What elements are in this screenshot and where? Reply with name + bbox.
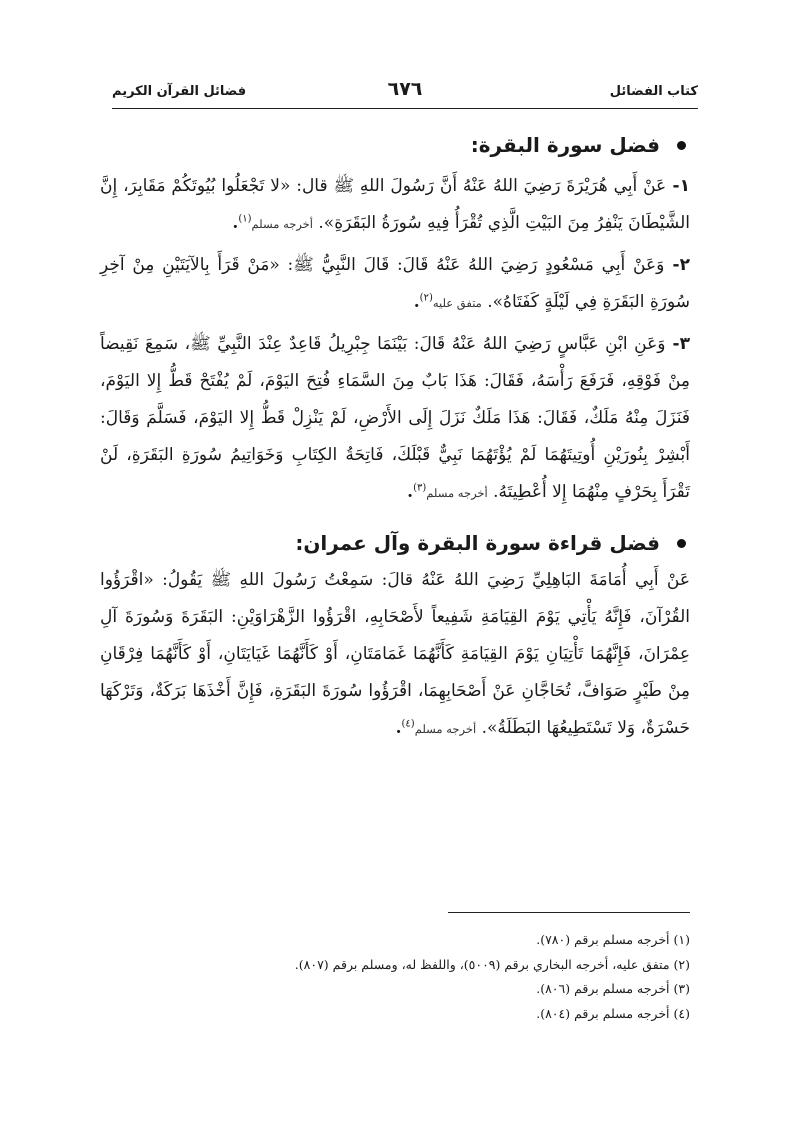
hadith-source: أخرجه مسلم	[251, 217, 313, 231]
hadith-text: عَنْ أَبِي هُرَيْرَةَ رَضِيَ اللهُ عَنْهُ أَنَّ رَسُولَ اللهِ ﷺ قال: «لا تَجْعَلُوا بُيُوتَكُمْ مَقَابِرَ، إِنَّ الشَّيْطَانَ يَنْفِرُ مِنَ البَيْتِ الَّذِي تُقْرَأُ فِيهِ سُورَةُ البَقَرَةِ».	[100, 176, 690, 233]
book-title: كتاب الفضائل	[609, 84, 698, 99]
hadith-paragraph: ١- عَنْ أَبِي هُرَيْرَةَ رَضِيَ اللهُ عَنْهُ أَنَّ رَسُولَ اللهِ ﷺ قال: «لا تَجْعَلُوا بُيُوتَكُمْ مَقَابِرَ، إِنَّ الشَّيْطَانَ يَنْفِرُ مِنَ البَيْتِ الَّذِي تُقْرَأُ فِيهِ سُورَةُ البَقَرَةِ». أخرجه مسلم$^{(١)}$.	[100, 176, 690, 233]
hadith-text: وَعَنِ ابْنِ عَبَّاسٍ رَضِيَ اللهُ عَنْهُ قَالَ: بَيْنَمَا جِبْرِيلُ قَاعِدٌ عِنْدَ النَّبِيِّ ﷺ، سَمِعَ نَقِيضاً مِنْ فَوْقِهِ، فَرَفَعَ رَأْسَهُ، فَقَالَ: هَذَا بَابٌ مِنَ السَّمَاءِ فُتِحَ اليَوْمَ، لَمْ يُفْتَحْ قَطُّ إِلا اليَوْمَ، فَنَزَلَ مِنْهُ مَلَكٌ، فَقَالَ: هَذَا مَلَكٌ نَزَلَ إِلَى الأَرْضِ، لَمْ يَنْزِلْ قَطُّ إِلا اليَوْمَ، فَسَلَّمَ وَقَالَ: أَبْشِرْ بِنُورَيْنِ أُوتِيتَهُمَا لَمْ يُؤْتَهُمَا نَبِيٌّ قَبْلَكَ، فَاتِحَةُ الكِتَابِ وَخَوَاتِيمُ سُورَةِ البَقَرَةِ، لَنْ تَقْرَأَ بِحَرْفٍ مِنْهُمَا إِلا أُعْطِيتَهُ.	[100, 334, 690, 502]
hadith-number: ١-	[666, 176, 690, 196]
hadith-source: أخرجه مسلم	[414, 722, 477, 736]
section-heading	[100, 128, 690, 162]
hadith-paragraph: عَنْ أَبِي أُمَامَةَ البَاهِلِيِّ رَضِيَ اللهُ عَنْهُ قالَ: سَمِعْتُ رَسُولَ اللهِ ﷺ يَقُولُ: «اقْرَؤُوا القُرْآنَ، فَإِنَّهُ يَأْتِي يَوْمَ القِيَامَةِ شَفِيعاً لأَصْحَابِهِ، اقْرَؤُوا الزَّهْرَاوَيْنِ: البَقَرَةَ وَسُورَةَ آلِ عِمْرَانَ، فَإِنَّهُمَا تَأْتِيَانِ يَوْمَ القِيَامَةِ كَأَنَّهُمَا غَمَامَتَانِ، أَوْ كَأَنَّهُمَا غَيَايَتَانِ، أَوْ كَأَنَّهُمَا فِرْقَانِ مِنْ طَيْرٍ صَوَافَّ، تُحَاجَّانِ عَنْ أَصْحَابِهِمَا، اقْرَؤُوا سُورَةَ البَقَرَةِ، فَإِنَّ أَخْذَهَا بَرَكَةٌ، وَتَرْكَهَا حَسْرَةٌ، وَلا تَسْتَطِيعُهَا البَطَلَةُ». أخرجه مسلم$^{(٤)}$.	[100, 570, 690, 738]
footnote-item: (٤) أخرجه مسلم برقم (٨٠٤).	[536, 1005, 690, 1021]
hadith-text: وَعَنْ أَبِي مَسْعُودٍ رَضِيَ اللهُ عَنْهُ قَالَ: قَالَ النَّبِيُّ ﷺ: «مَنْ قَرَأَ بِالآيَتَيْنِ مِنْ آخِرِ سُورَةِ البَقَرَةِ فِي لَيْلَةٍ كَفَتَاهُ».	[100, 255, 690, 312]
main-content	[100, 128, 690, 752]
footnote-item: (٣) أخرجه مسلم برقم (٨٠٦).	[536, 981, 690, 996]
footnote-ref[interactable]: (١)	[238, 213, 252, 225]
bullet-icon	[677, 141, 686, 150]
footnote-separator	[448, 912, 690, 913]
hadith-number: ٢-	[664, 255, 690, 275]
section-heading-text: فضل سورة البقرة:	[470, 133, 660, 157]
footnote-ref[interactable]: (٤)	[401, 718, 415, 730]
footnote-ref[interactable]: (٢)	[419, 292, 433, 304]
hadith-paragraph: ٢- وَعَنْ أَبِي مَسْعُودٍ رَضِيَ اللهُ عَنْهُ قَالَ: قَالَ النَّبِيُّ ﷺ: «مَنْ قَرَأَ بِالآيَتَيْنِ مِنْ آخِرِ سُورَةِ البَقَرَةِ فِي لَيْلَةٍ كَفَتَاهُ». متفق عليه$^{(٢)}$.	[100, 255, 690, 312]
section-heading	[100, 526, 690, 560]
hadith-source: أخرجه مسلم	[426, 486, 488, 500]
hadith-source: متفق عليه	[432, 296, 482, 310]
hadith-paragraph: ٣- وَعَنِ ابْنِ عَبَّاسٍ رَضِيَ اللهُ عَنْهُ قَالَ: بَيْنَمَا جِبْرِيلُ قَاعِدٌ عِنْدَ النَّبِيِّ ﷺ، سَمِعَ نَقِيضاً مِنْ فَوْقِهِ، فَرَفَعَ رَأْسَهُ، فَقَالَ: هَذَا بَابٌ مِنَ السَّمَاءِ فُتِحَ اليَوْمَ، لَمْ يُفْتَحْ قَطُّ إِلا اليَوْمَ، فَنَزَلَ مِنْهُ مَلَكٌ، فَقَالَ: هَذَا مَلَكٌ نَزَلَ إِلَى الأَرْضِ، لَمْ يَنْزِلْ قَطُّ إِلا اليَوْمَ، فَسَلَّمَ وَقَالَ: أَبْشِرْ بِنُورَيْنِ أُوتِيتَهُمَا لَمْ يُؤْتَهُمَا نَبِيٌّ قَبْلَكَ، فَاتِحَةُ الكِتَابِ وَخَوَاتِيمُ سُورَةِ البَقَرَةِ، لَنْ تَقْرَأَ بِحَرْفٍ مِنْهُمَا إِلا أُعْطِيتَهُ. أخرجه مسلم$^{(٣)}$.	[100, 334, 690, 502]
running-header	[112, 78, 698, 109]
footnote-item: (١) أخرجه مسلم برقم (٧٨٠).	[536, 932, 690, 947]
footnote-ref[interactable]: (٣)	[413, 482, 427, 494]
hadith-text: عَنْ أَبِي أُمَامَةَ البَاهِلِيِّ رَضِيَ اللهُ عَنْهُ قالَ: سَمِعْتُ رَسُولَ اللهِ ﷺ يَقُولُ: «اقْرَؤُوا القُرْآنَ، فَإِنَّهُ يَأْتِي يَوْمَ القِيَامَةِ شَفِيعاً لأَصْحَابِهِ، اقْرَؤُوا الزَّهْرَاوَيْنِ: البَقَرَةَ وَسُورَةَ آلِ عِمْرَانَ، فَإِنَّهُمَا تَأْتِيَانِ يَوْمَ القِيَامَةِ كَأَنَّهُمَا غَمَامَتَانِ، أَوْ كَأَنَّهُمَا غَيَايَتَانِ، أَوْ كَأَنَّهُمَا فِرْقَانِ مِنْ طَيْرٍ صَوَافَّ، تُحَاجَّانِ عَنْ أَصْحَابِهِمَا، اقْرَؤُوا سُورَةَ البَقَرَةِ، فَإِنَّ أَخْذَهَا بَرَكَةٌ، وَتَرْكَهَا حَسْرَةٌ، وَلا تَسْتَطِيعُهَا البَطَلَةُ».	[100, 570, 690, 738]
hadith-number: ٣-	[665, 334, 690, 354]
footnote-item: (٢) متفق عليه، أخرجه البخاري برقم (٥٠٠٩)، واللفظ له، ومسلم برقم (٨٠٧).	[294, 956, 690, 972]
page-number: ٦٧٦	[387, 78, 423, 100]
section-title: فضائل القرآن الكريم	[112, 84, 247, 99]
section-heading-text: فضل قراءة سورة البقرة وآل عمران:	[295, 531, 660, 555]
bullet-icon	[677, 539, 686, 548]
footnotes-list	[100, 928, 690, 1026]
